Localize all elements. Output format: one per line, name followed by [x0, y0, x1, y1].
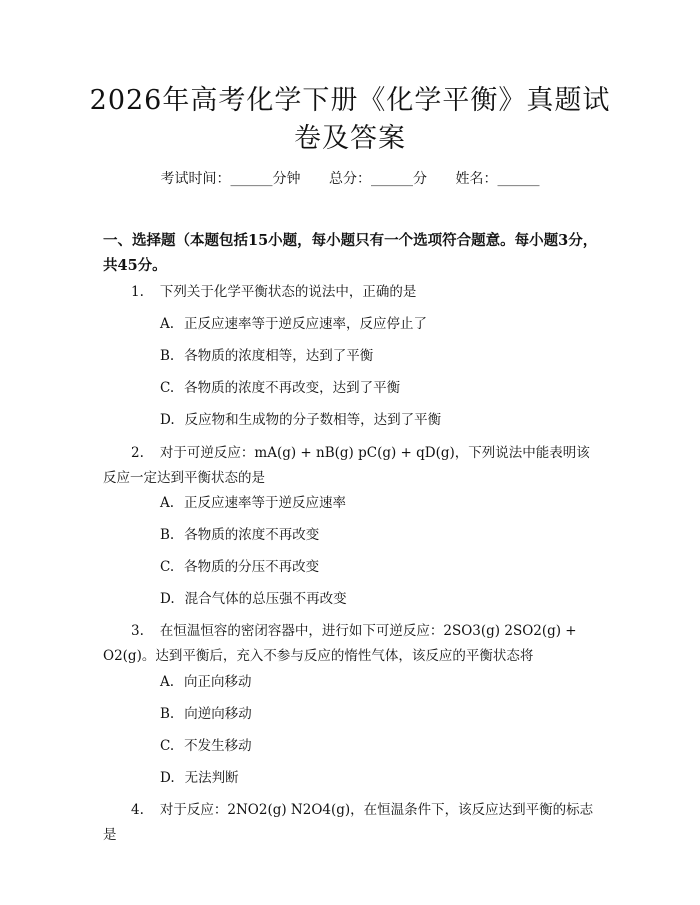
option-text: 无法判断 — [184, 770, 239, 786]
question-2-option-a — [160, 493, 600, 513]
question-3-option-c — [160, 736, 600, 756]
exam-score: 总分：______分 — [329, 171, 427, 187]
question-4 — [103, 798, 603, 848]
option-text: 各物质的浓度不再改变 — [184, 527, 320, 543]
question-1-option-b — [160, 346, 600, 366]
question-2-option-c — [160, 557, 600, 577]
question-1-option-d — [160, 410, 600, 430]
question-text: 在恒温恒容的密闭容器中，进行如下可逆反应：2SO3(g) 2SO2(g) + O2(g)。达到平衡后，充入不参与反应的惰性气体，该反应的平衡状态将 — [103, 623, 577, 664]
option-text: 正反应速率等于逆反应速率，反应停止了 — [184, 316, 428, 332]
question-3-option-a — [160, 672, 600, 692]
question-number: 2. — [131, 445, 144, 461]
question-2 — [103, 441, 603, 491]
question-text: 下列关于化学平衡状态的说法中，正确的是 — [159, 284, 417, 300]
exam-time: 考试时间：______分钟 — [160, 171, 301, 187]
option-letter: D. — [160, 412, 175, 428]
exam-name: 姓名：______ — [455, 171, 540, 187]
question-3 — [103, 619, 603, 669]
option-letter: D. — [160, 591, 175, 607]
option-letter: B. — [160, 706, 175, 722]
option-letter: C. — [160, 380, 175, 396]
option-letter: C. — [160, 559, 175, 575]
question-number: 1. — [131, 284, 144, 300]
option-text: 向正向移动 — [184, 674, 252, 690]
exam-meta — [0, 168, 700, 188]
question-number: 3. — [131, 623, 144, 639]
question-1-option-a — [160, 314, 600, 334]
question-text: 对于可逆反应：mA(g) + nB(g) pC(g) + qD(g)，下列说法中能表明该反应一定达到平衡状态的是 — [103, 445, 590, 486]
question-3-option-b — [160, 704, 600, 724]
option-letter: A. — [160, 495, 175, 511]
question-3-option-d — [160, 768, 600, 788]
option-text: 不发生移动 — [184, 738, 252, 754]
option-text: 各物质的分压不再改变 — [184, 559, 320, 575]
option-text: 正反应速率等于逆反应速率 — [184, 495, 347, 511]
page-title: 2026年高考化学下册《化学平衡》真题试卷及答案 — [89, 85, 611, 154]
question-2-option-d — [160, 589, 600, 609]
option-letter: A. — [160, 674, 175, 690]
option-letter: B. — [160, 527, 175, 543]
option-letter: C. — [160, 738, 175, 754]
option-text: 各物质的浓度不再改变，达到了平衡 — [184, 380, 401, 396]
option-text: 反应物和生成物的分子数相等，达到了平衡 — [184, 412, 442, 428]
option-text: 各物质的浓度相等，达到了平衡 — [184, 348, 374, 364]
option-letter: A. — [160, 316, 175, 332]
question-number: 4. — [131, 802, 144, 818]
option-letter: D. — [160, 770, 175, 786]
option-text: 混合气体的总压强不再改变 — [184, 591, 347, 607]
question-2-option-b — [160, 525, 600, 545]
question-1 — [103, 280, 603, 305]
question-text: 对于反应：2NO2(g) N2O4(g)，在恒温条件下，该反应达到平衡的标志是 — [103, 802, 594, 843]
question-1-option-c — [160, 378, 600, 398]
option-text: 向逆向移动 — [184, 706, 252, 722]
section-heading: 一、选择题（本题包括15小题，每小题只有一个选项符合题意。每小题3分，共45分。 — [103, 232, 598, 274]
option-letter: B. — [160, 348, 175, 364]
